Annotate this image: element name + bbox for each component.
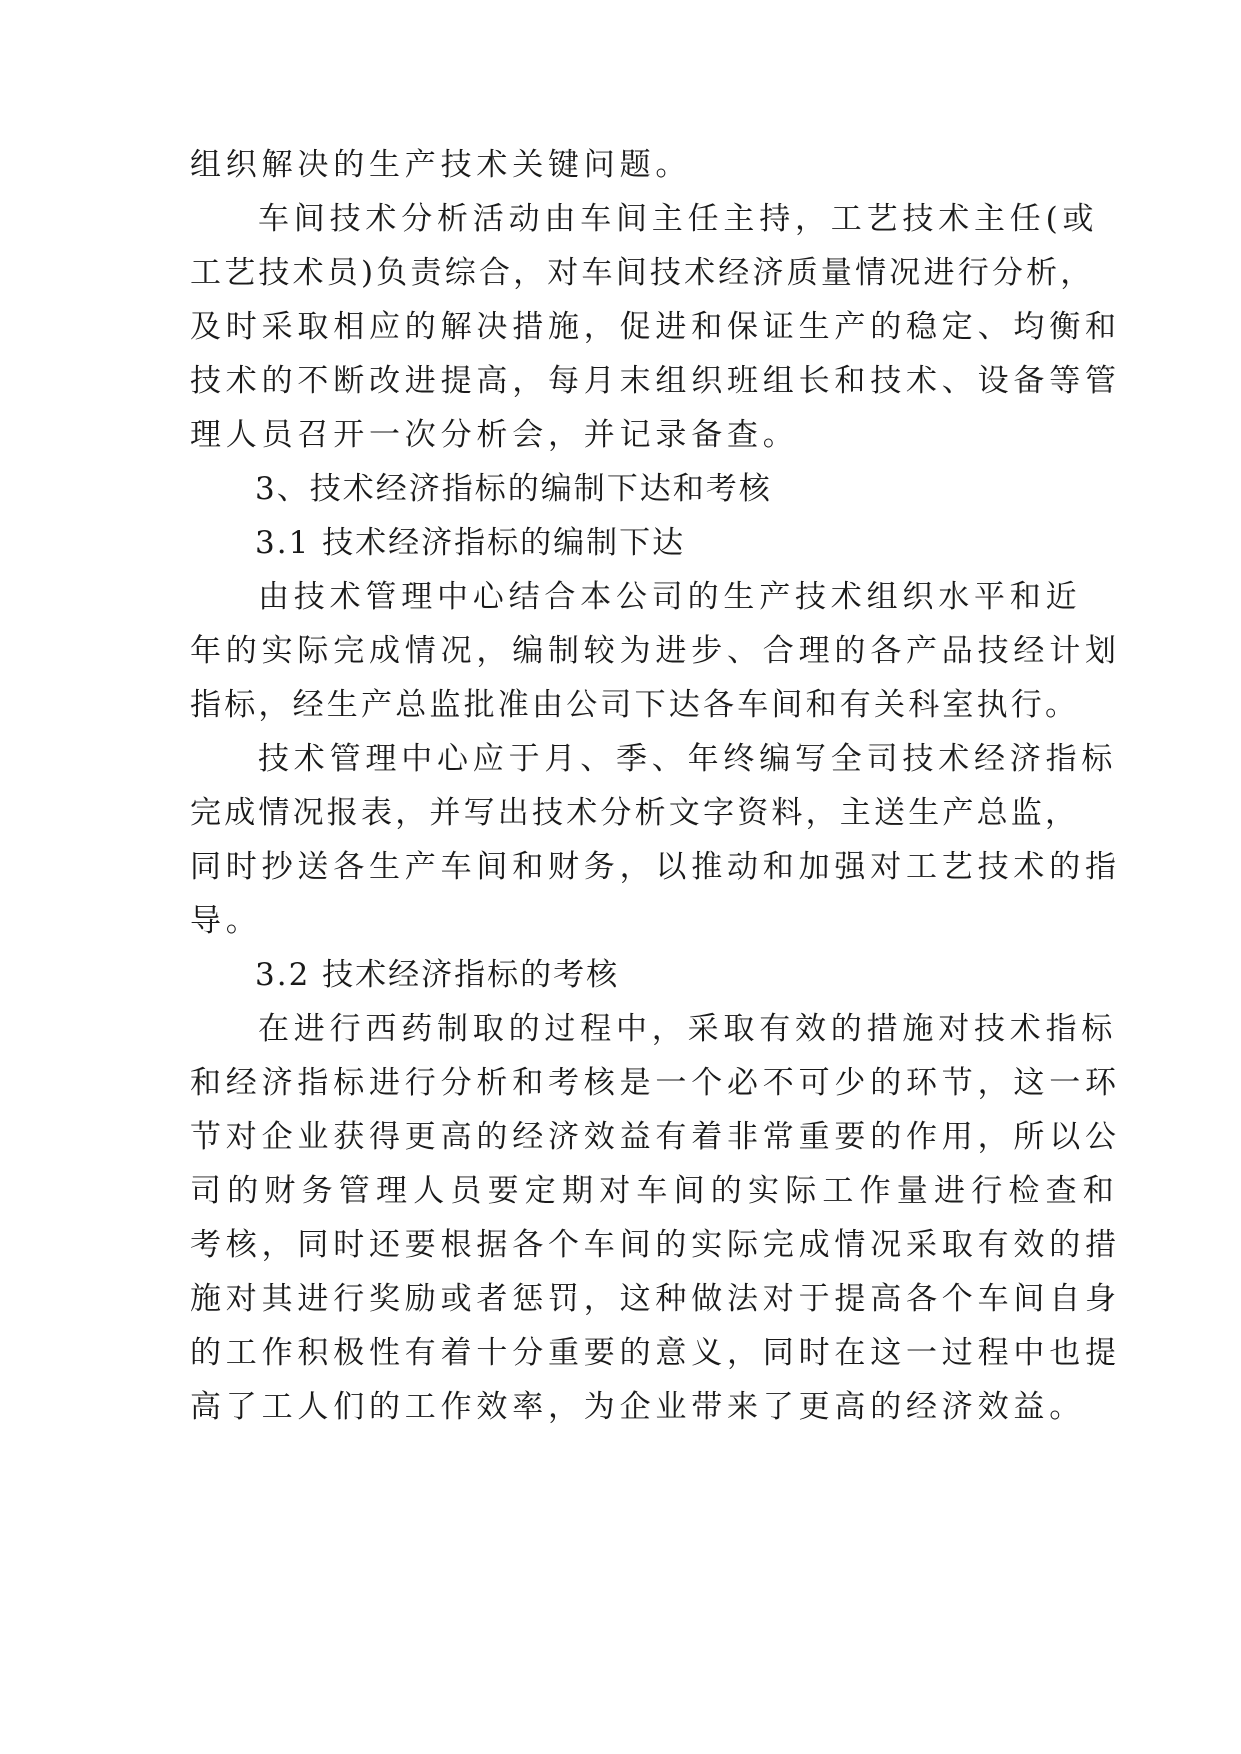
- paragraph-line: 年的实际完成情况，编制较为进步、合理的各产品技经计划: [190, 633, 1121, 669]
- paragraph-line: 理人员召开一次分析会，并记录备查。: [190, 417, 799, 453]
- paragraph-line: 同时抄送各生产车间和财务，以推动和加强对工艺技术的指: [190, 849, 1121, 885]
- paragraph-line: 高了工人们的工作效率，为企业带来了更高的经济效益。: [190, 1389, 1085, 1425]
- section-heading: 3、技术经济指标的编制下达和考核: [255, 471, 772, 507]
- paragraph-line: 组织解决的生产技术关键问题。: [190, 147, 692, 183]
- paragraph-line: 完成情况报表，并写出技术分析文字资料，主送生产总监，: [190, 795, 1080, 831]
- paragraph-line: 的工作积极性有着十分重要的意义，同时在这一过程中也提: [190, 1335, 1121, 1371]
- paragraph-line: 施对其进行奖励或者惩罚，这种做法对于提高各个车间自身: [190, 1281, 1121, 1317]
- paragraph-line: 导。: [190, 903, 262, 939]
- paragraph-line: 指标，经生产总监批准由公司下达各车间和有关科室执行。: [190, 687, 1080, 723]
- subsection-heading: 3.2 技术经济指标的考核: [255, 957, 620, 993]
- subsection-heading: 3.1 技术经济指标的编制下达: [255, 525, 686, 561]
- paragraph-line: 车间技术分析活动由车间主任主持，工艺技术主任(或: [258, 201, 1099, 237]
- paragraph-line: 考核，同时还要根据各个车间的实际完成情况采取有效的措: [190, 1227, 1121, 1263]
- paragraph-line: 及时采取相应的解决措施，促进和保证生产的稳定、均衡和: [190, 309, 1121, 345]
- paragraph-line: 工艺技术员)负责综合，对车间技术经济质量情况进行分析，: [190, 255, 1095, 291]
- paragraph-line: 由技术管理中心结合本公司的生产技术组织水平和近: [258, 579, 1082, 615]
- paragraph-line: 节对企业获得更高的经济效益有着非常重要的作用，所以公: [190, 1119, 1121, 1155]
- paragraph-line: 和经济指标进行分析和考核是一个必不可少的环节，这一环: [190, 1065, 1121, 1101]
- paragraph-line: 司的财务管理人员要定期对车间的实际工作量进行检查和: [190, 1173, 1120, 1209]
- paragraph-line: 技术管理中心应于月、季、年终编写全司技术经济指标: [258, 741, 1118, 777]
- paragraph-line: 在进行西药制取的过程中，采取有效的措施对技术指标: [258, 1011, 1118, 1047]
- paragraph-line: 技术的不断改进提高，每月末组织班组长和技术、设备等管: [190, 363, 1121, 399]
